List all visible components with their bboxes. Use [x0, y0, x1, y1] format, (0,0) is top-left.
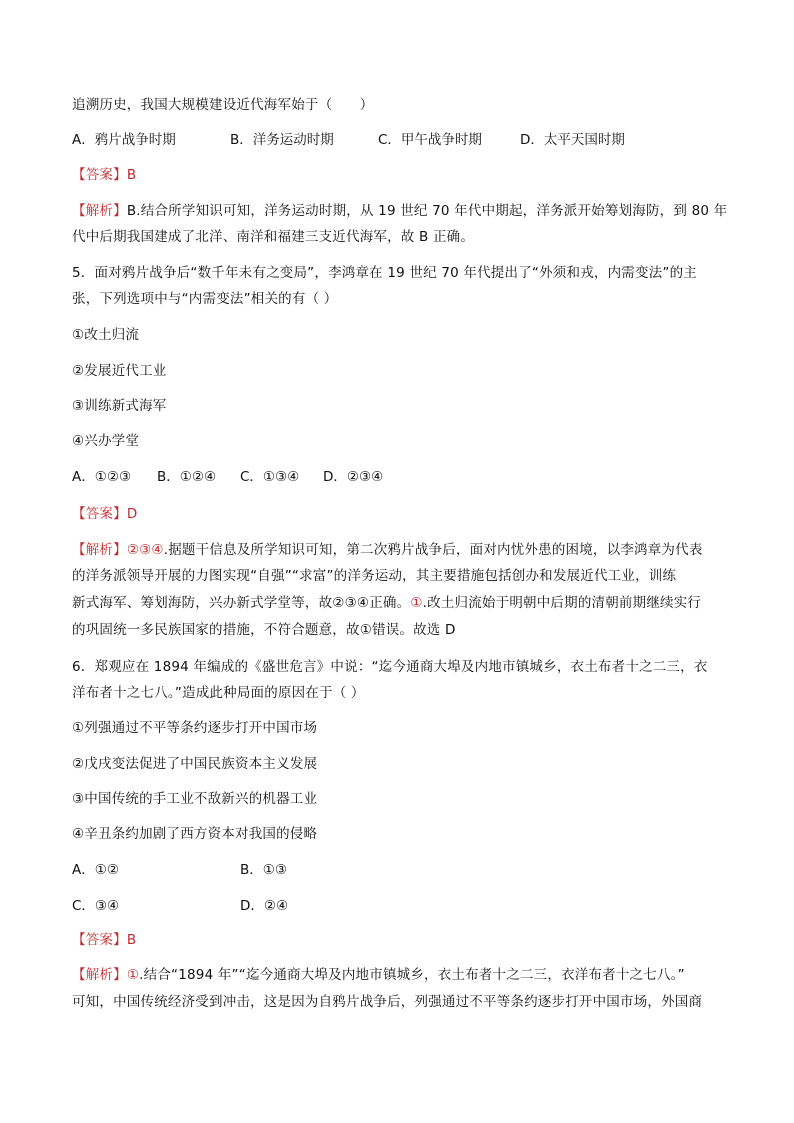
- q6-stem-line-2: 洋布者十之七八。”造成此种局面的原因在于（ ）: [72, 685, 365, 701]
- q5-analysis-line-2: 的洋务派领导开展的力图实现“自强”“求富”的洋务运动，其主要措施包括创办和发展近代工业，训练: [72, 568, 677, 584]
- analysis-highlight: ①: [126, 967, 140, 983]
- analysis-label: 【解析】: [72, 967, 127, 983]
- analysis-text: .改土归流始于明朝中后期的清朝前期继续实行: [422, 595, 702, 611]
- q5-stem-line-1: 5．面对鸦片战争后“数千年未有之变局”，李鸿章在 19 世纪 70 年代提出了“外须和戎，内需变法”的主: [72, 265, 697, 281]
- q5-analysis-line-1: [72, 541, 703, 559]
- q4-option-b: B．洋务运动时期: [230, 132, 334, 148]
- answer-value: B: [126, 932, 137, 948]
- q5-answer: [72, 505, 137, 523]
- analysis-label: 【解析】: [72, 542, 127, 558]
- q4-analysis-line-2: 代中后期我国建成了北洋、南洋和福建三支近代海军，故 B 正确。: [72, 229, 475, 245]
- q6-stem-line-1: 6．郑观应在 1894 年编成的《盛世危言》中说：“迄今通商大埠及内地市镇城乡，衣土布者十之二三，衣: [72, 659, 708, 675]
- q6-analysis-line-2: 可知，中国传统经济受到冲击，这是因为自鸦片战争后，列强通过不平等条约逐步打开中国市场，外国商: [72, 994, 703, 1010]
- answer-value: B: [126, 167, 137, 183]
- q5-analysis-line-3: [72, 594, 701, 612]
- analysis-text: B.结合所学知识可知，洋务运动时期，从 19 世纪 70 年代中期起，洋务派开始筹划海防，到 80 年: [126, 203, 728, 219]
- q5-option-a: A．①②③: [72, 469, 132, 485]
- analysis-highlight: ①: [410, 595, 423, 611]
- q5-item-4: ④兴办学堂: [72, 433, 140, 449]
- q6-option-d: D．②④: [240, 898, 289, 914]
- answer-value: D: [126, 506, 138, 522]
- q6-item-1: ①列强通过不平等条约逐步打开中国市场: [72, 720, 318, 736]
- q4-option-a: A．鸦片战争时期: [72, 132, 176, 148]
- q6-answer: [72, 931, 136, 949]
- answer-label: 【答案】: [72, 167, 127, 183]
- answer-label: 【答案】: [72, 506, 127, 522]
- q5-item-2: ②发展近代工业: [72, 363, 167, 379]
- analysis-label: 【解析】: [72, 203, 127, 219]
- q5-option-d: D．②③④: [323, 469, 384, 485]
- q6-item-2: ②戊戌变法促进了中国民族资本主义发展: [72, 756, 318, 772]
- q6-item-4: ④辛丑条约加剧了西方资本对我国的侵略: [72, 826, 318, 842]
- q6-option-a: A．①②: [72, 862, 119, 878]
- q5-analysis-line-4: 的巩固统一多民族国家的措施，不符合题意，故①错误。故选 D: [72, 622, 456, 638]
- q6-option-c: C．③④: [72, 898, 120, 914]
- q4-option-d: D．太平天国时期: [520, 132, 625, 148]
- analysis-highlight: ②③④: [126, 542, 164, 558]
- q6-analysis-line-1: [72, 966, 685, 984]
- q4-analysis-line-1: [72, 202, 727, 220]
- q4-answer: [72, 166, 136, 184]
- analysis-text: .结合“1894 年”“迄今通商大埠及内地市镇城乡，衣土布者十之二三，衣洋布者十之七八。”: [139, 967, 685, 983]
- q5-option-b: B．①②④: [157, 469, 217, 485]
- answer-label: 【答案】: [72, 932, 127, 948]
- analysis-text: 新式海军、筹划海防，兴办新式学堂等，故②③④正确。: [72, 595, 411, 611]
- q4-option-c: C．甲午战争时期: [378, 132, 482, 148]
- analysis-text: .据题干信息及所学知识可知，第二次鸦片战争后，面对内忧外患的困境，以李鸿章为代表: [163, 542, 703, 558]
- q5-option-c: C．①③④: [240, 469, 300, 485]
- q5-item-1: ①改土归流: [72, 327, 140, 343]
- q5-item-3: ③训练新式海军: [72, 398, 167, 414]
- q4-stem: 追溯历史，我国大规模建设近代海军始于（ ）: [72, 97, 374, 113]
- q6-item-3: ③中国传统的手工业不敌新兴的机器工业: [72, 791, 318, 807]
- q5-stem-line-2: 张，下列选项中与“内需变法”相关的有（ ）: [72, 291, 338, 307]
- q6-option-b: B．①③: [240, 862, 287, 878]
